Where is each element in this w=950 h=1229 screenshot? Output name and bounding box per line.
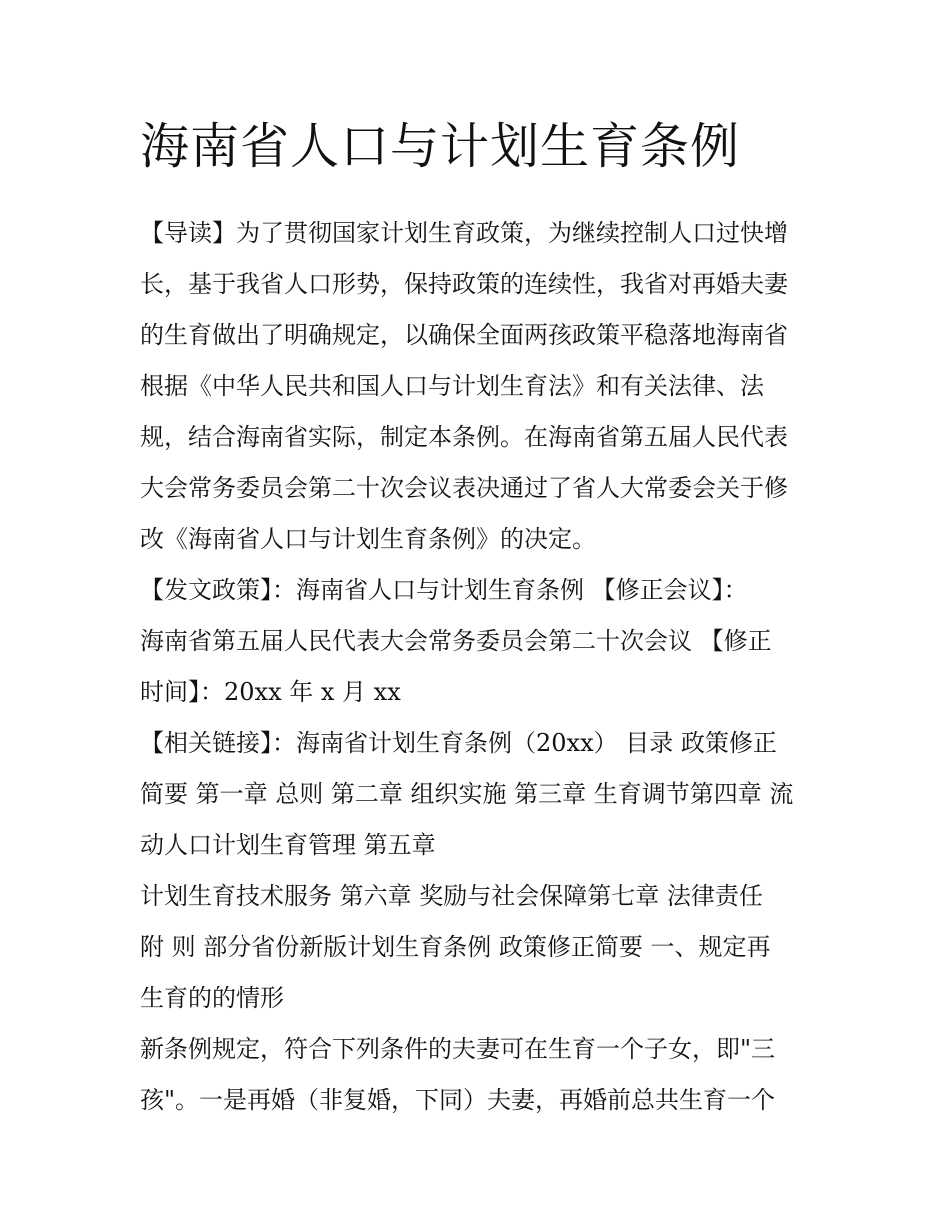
body-line: 动人口计划生育管理 第五章 [140, 831, 436, 859]
body-line: 计划生育技术服务 第六章 奖励与社会保障第七章 法律责任 [140, 882, 763, 910]
body-line: 【相关链接】：海南省计划生育条例（20xx） 目录 政策修正 [140, 729, 777, 757]
body-line: 新条例规定，符合下列条件的夫妻可在生育一个子女，即"三 [140, 1035, 776, 1063]
body-line: 【发文政策】：海南省人口与计划生育条例 【修正会议】： [140, 576, 748, 604]
body-line: 规，结合海南省实际，制定本条例。在海南省第五届人民代表 [140, 423, 788, 451]
body-line: 长，基于我省人口形势，保持政策的连续性，我省对再婚夫妻 [140, 270, 788, 298]
document-page [140, 112, 820, 1126]
document-title: 海南省人口与计划生育条例 [140, 118, 741, 175]
body-line: 生育的的情形 [140, 984, 284, 1012]
body-line: 【导读】为了贯彻国家计划生育政策，为继续控制人口过快增 [140, 219, 788, 247]
body-line: 孩"。一是再婚（非复婚，下同）夫妻，再婚前总共生育一个 [140, 1086, 776, 1114]
body-line: 附 则 部分省份新版计划生育条例 政策修正简要 一、规定再 [140, 933, 771, 961]
body-line: 海南省第五届人民代表大会常务委员会第二十次会议 【修正 [140, 627, 772, 655]
document-body [140, 208, 820, 1126]
body-line: 根据《中华人民共和国人口与计划生育法》和有关法律、法 [140, 372, 764, 400]
body-line: 的生育做出了明确规定，以确保全面两孩政策平稳落地海南省 [140, 321, 788, 349]
body-line: 大会常务委员会第二十次会议表决通过了省人大常委会关于修 [140, 474, 788, 502]
body-line: 时间】：20xx 年 x 月 xx [140, 678, 401, 706]
body-line: 改《海南省人口与计划生育条例》的决定。 [140, 525, 596, 553]
body-line: 简要 第一章 总则 第二章 组织实施 第三章 生育调节第四章 流 [140, 780, 794, 808]
